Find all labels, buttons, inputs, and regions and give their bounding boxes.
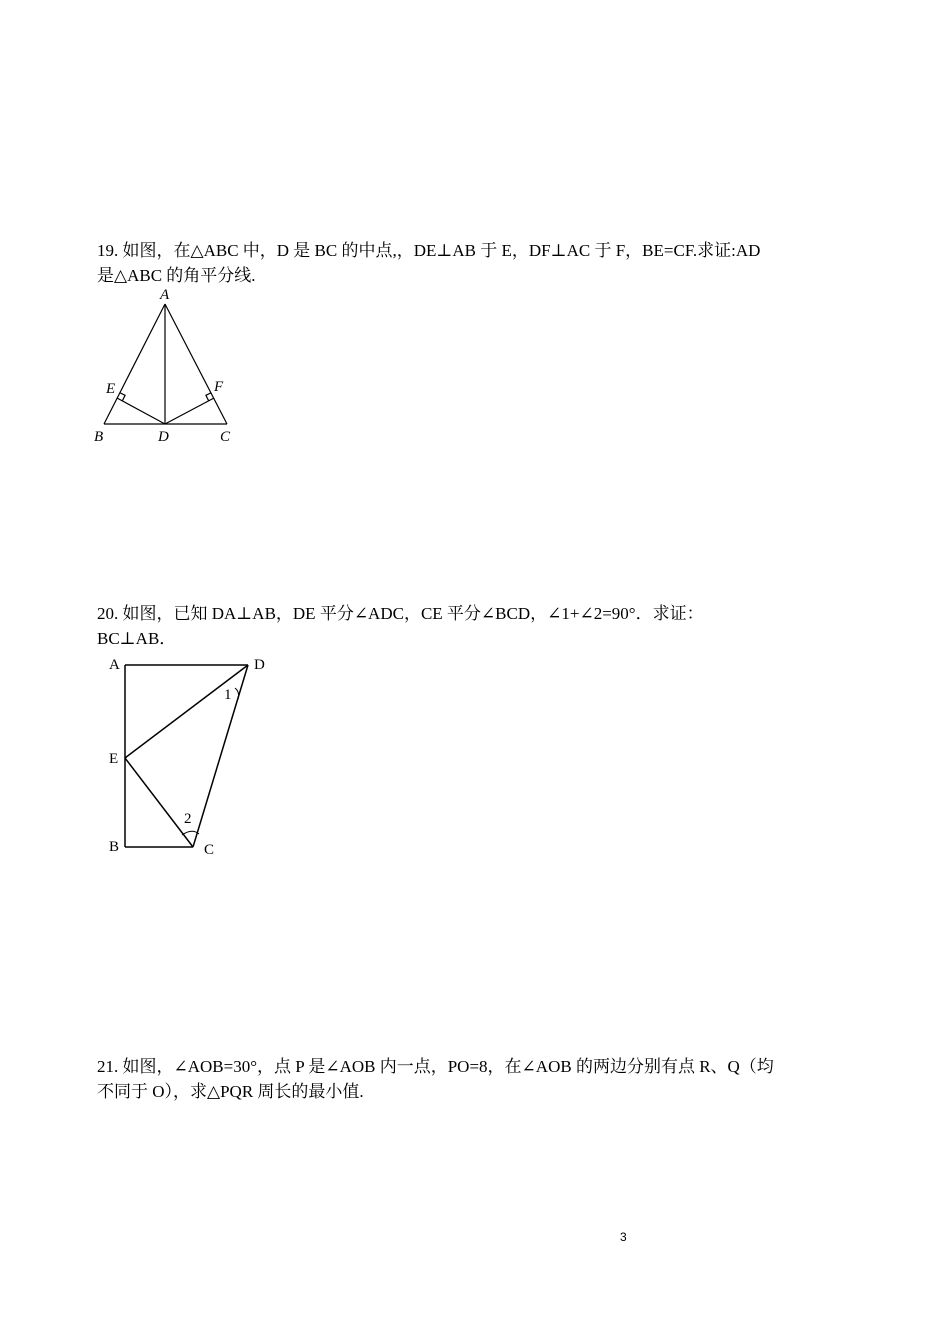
label-b: B [109, 839, 120, 855]
problem-20-line-2: BC⊥AB． [97, 629, 177, 648]
problem-20-figure [100, 650, 280, 865]
label-e: E [106, 381, 116, 397]
label-c: C [204, 842, 215, 858]
problem-20-line-1: 20. 如图，已知 DA⊥AB，DE 平分∠ADC，CE 平分∠BCD，∠1+∠2=90°．求证： [97, 604, 704, 623]
angle-1-arc [235, 688, 239, 699]
page-number: 3 [620, 1230, 627, 1244]
problem-19-figure [90, 284, 250, 449]
segment-df [165, 398, 214, 424]
label-c: C [220, 429, 231, 445]
segment-ac [165, 304, 227, 424]
label-a: A [109, 657, 120, 673]
segment-de [117, 398, 165, 424]
problem-21-line-2: 不同于 O），求△PQR 周长的最小值. [97, 1082, 364, 1101]
label-a: A [160, 287, 170, 303]
segment-ed [125, 665, 248, 758]
segment-cd [193, 665, 248, 847]
problem-19-line-2: 是△ABC 的角平分线. [97, 266, 256, 285]
problem-21-line-1: 21. 如图，∠AOB=30°，点 P 是∠AOB 内一点，PO=8，在∠AOB 的两边分别有点 R、Q（均 [97, 1057, 774, 1076]
label-b: B [94, 429, 104, 445]
problem-19-line-1: 19. 如图，在△ABC 中，D 是 BC 的中点,，DE⊥AB 于 E，DF⊥AC 于 F，BE=CF.求证:AD [97, 241, 761, 260]
label-d: D [254, 657, 265, 673]
label-e: E [109, 751, 119, 767]
segment-ab [104, 304, 165, 424]
angle-1-label: 1 [224, 687, 232, 703]
label-f: F [214, 379, 224, 395]
angle-2-label: 2 [184, 811, 192, 827]
segment-ec [125, 758, 193, 847]
label-d: D [158, 429, 169, 445]
